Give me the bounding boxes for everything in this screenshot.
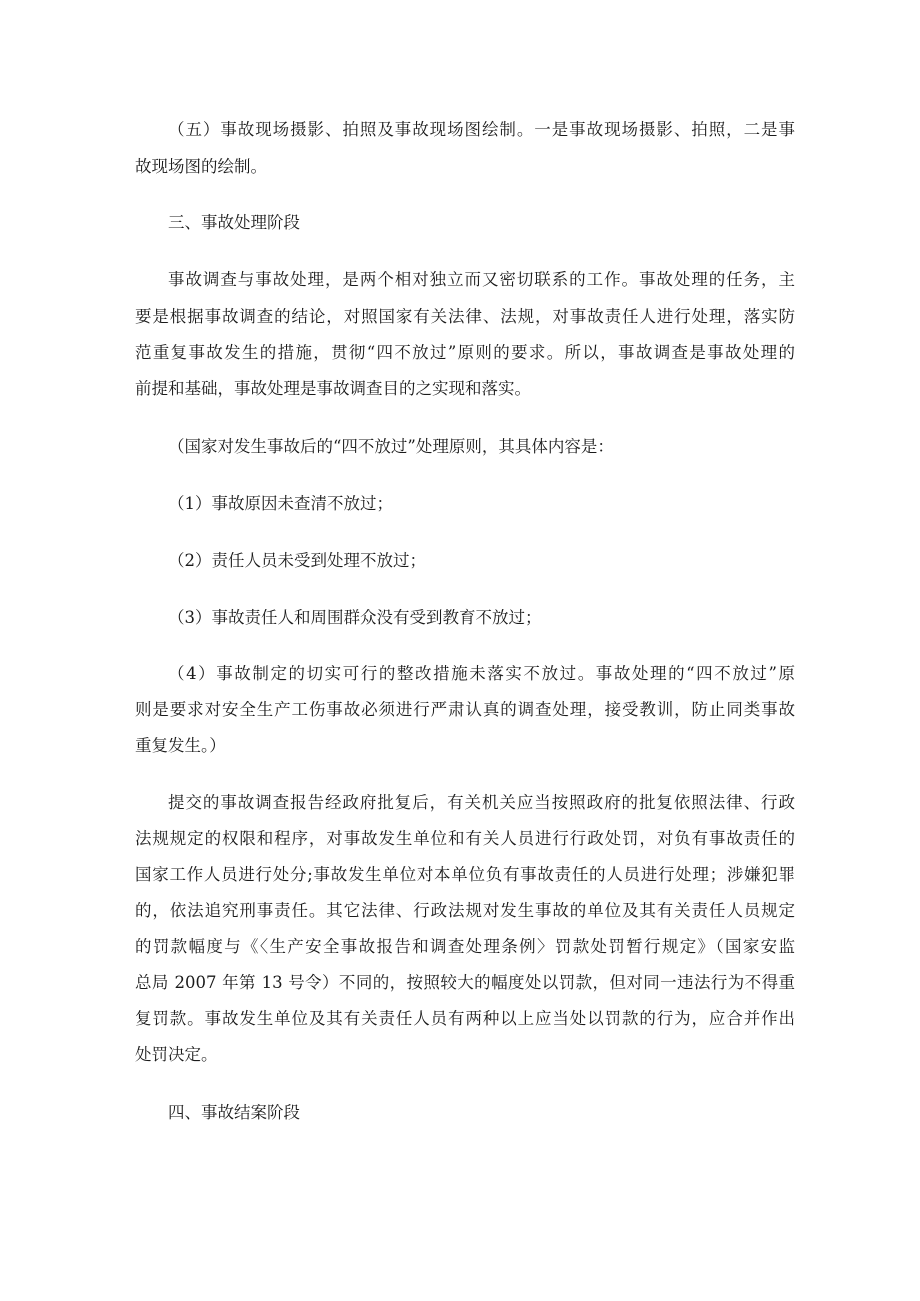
list-item: （2）责任人员未受到处理不放过；: [168, 551, 426, 570]
paragraph-line: 的，依法追究刑事责任。其它法律、行政法规对发生事故的单位及其有关责任人员规定: [135, 901, 795, 920]
paragraph-line: 提交的事故调查报告经政府批复后，有关机关应当按照政府的批复依照法律、行政: [168, 793, 795, 812]
paragraph-line: 范重复事故发生的措施，贯彻“四不放过”原则的要求。所以，事故调查是事故处理的: [135, 343, 795, 362]
paragraph-line: 国家工作人员进行处分;事故发生单位对本单位负有事故责任的人员进行处理；涉嫌犯罪: [135, 865, 795, 884]
paragraph-line: 故现场图的绘制。: [135, 157, 267, 176]
section-heading: 四、事故结案阶段: [168, 1103, 300, 1122]
paragraph-line: 的罚款幅度与《〈生产安全事故报告和调查处理条例〉罚款处罚暂行规定》（国家安监: [135, 937, 795, 956]
list-item-line: （4）事故制定的切实可行的整改措施未落实不放过。事故处理的“四不放过”原: [168, 664, 795, 683]
paragraph-line: 处罚决定。: [135, 1045, 218, 1064]
list-item-line: 则是要求对安全生产工伤事故必须进行严肃认真的调查处理，接受教训，防止同类事故: [135, 700, 795, 719]
paragraph-line: 事故调查与事故处理，是两个相对独立而又密切联系的工作。事故处理的任务，主: [168, 270, 795, 289]
list-item: （3）事故责任人和周围群众没有受到教育不放过；: [168, 608, 542, 627]
paragraph-line: 复罚款。事故发生单位及其有关责任人员有两种以上应当处以罚款的行为，应合并作出: [135, 1009, 795, 1028]
paragraph-line: 前提和基础，事故处理是事故调查目的之实现和落实。: [135, 379, 531, 398]
paragraph-line: 法规规定的权限和程序，对事故发生单位和有关人员进行行政处罚，对负有事故责任的: [135, 829, 795, 848]
paragraph-line: 要是根据事故调查的结论，对照国家有关法律、法规，对事故责任人进行处理，落实防: [135, 307, 795, 326]
paragraph-line: 总局 2007 年第 13 号令）不同的，按照较大的幅度处以罚款，但对同一违法行为不得重: [135, 973, 795, 992]
paragraph-line: （国家对发生事故后的“四不放过”处理原则，其具体内容是：: [168, 437, 614, 456]
list-item: （1）事故原因未查清不放过；: [168, 494, 393, 513]
section-heading: 三、事故处理阶段: [168, 213, 300, 232]
list-item-line: 重复发生。）: [135, 736, 226, 755]
paragraph-line: （五）事故现场摄影、拍照及事故现场图绘制。一是事故现场摄影、拍照，二是事: [168, 120, 795, 139]
